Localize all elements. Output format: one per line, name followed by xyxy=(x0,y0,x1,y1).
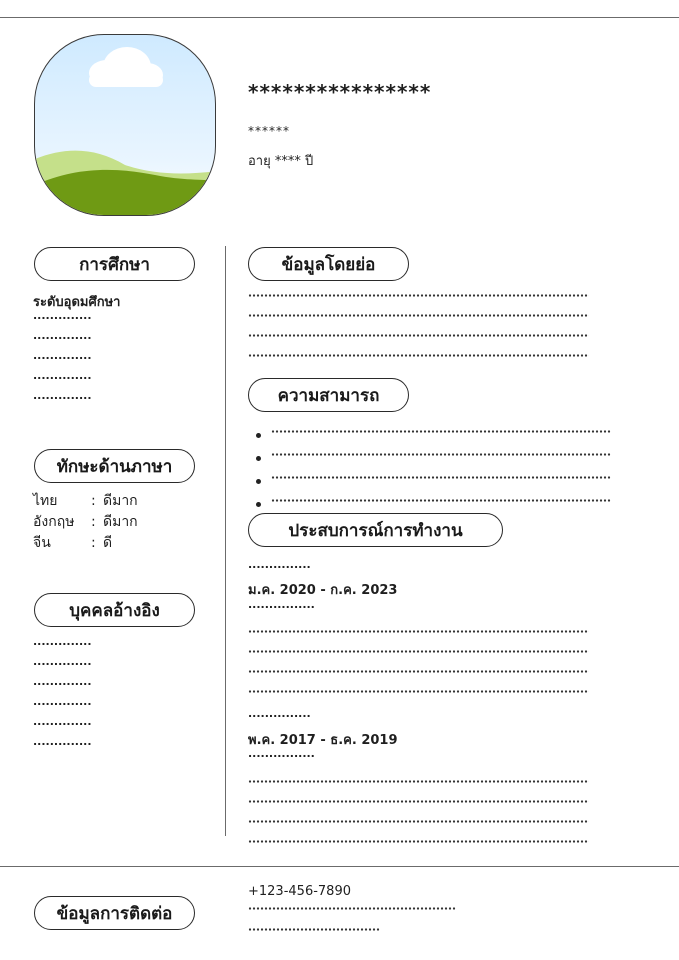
language-level: ดีมาก xyxy=(103,493,138,509)
education-lines xyxy=(33,306,92,406)
job-line xyxy=(248,820,589,823)
footer-divider xyxy=(0,866,679,867)
applicant-name: **************** xyxy=(248,80,432,104)
reference-line: .............. xyxy=(33,675,92,688)
summary-line xyxy=(248,294,589,297)
education-heading: การศึกษา xyxy=(34,247,195,281)
skill-line xyxy=(271,476,611,479)
summary-line xyxy=(248,334,589,337)
language-sep: : xyxy=(91,535,96,551)
education-level-label: ระดับอุดมศึกษา xyxy=(33,295,121,310)
applicant-position: ****** xyxy=(248,124,290,138)
job-company: ............... xyxy=(248,707,311,720)
skill-line xyxy=(271,499,611,502)
profile-photo xyxy=(34,34,216,216)
job-period: พ.ค. 2017 - ธ.ค. 2019 xyxy=(248,733,398,748)
skill-line xyxy=(271,430,611,433)
job-company: ............... xyxy=(248,558,311,571)
skill-item xyxy=(256,443,611,466)
applicant-age: อายุ **** ปี xyxy=(248,154,314,169)
experience-heading: ประสบการณ์การทำงาน xyxy=(248,513,503,547)
landscape-image xyxy=(35,35,216,216)
job-line xyxy=(248,650,589,653)
skill-item xyxy=(256,466,611,489)
skill-line xyxy=(271,453,611,456)
summary-line xyxy=(248,354,589,357)
bullet-icon xyxy=(256,433,261,438)
language-item xyxy=(33,491,138,512)
reference-line: .............. xyxy=(33,735,92,748)
language-level: ดี xyxy=(103,535,113,551)
skill-item xyxy=(256,489,611,512)
skills-list xyxy=(256,420,611,512)
reference-line: .............. xyxy=(33,715,92,728)
job-role: ................ xyxy=(248,598,315,611)
job-line xyxy=(248,670,589,673)
job-period: ม.ค. 2020 - ก.ค. 2023 xyxy=(248,583,398,598)
language-item xyxy=(33,533,138,554)
job-line xyxy=(248,800,589,803)
references-heading: บุคคลอ้างอิง xyxy=(34,593,195,627)
education-line: .............. xyxy=(33,369,92,382)
language-name: ไทย xyxy=(33,493,58,509)
summary-lines xyxy=(248,294,589,357)
language-sep: : xyxy=(91,493,96,509)
column-divider xyxy=(225,246,226,836)
language-list xyxy=(33,491,138,554)
job-description xyxy=(248,780,589,843)
language-name: อังกฤษ xyxy=(33,514,75,530)
education-line: .............. xyxy=(33,349,92,362)
skill-item xyxy=(256,420,611,443)
job-line xyxy=(248,630,589,633)
reference-line: .............. xyxy=(33,655,92,668)
language-sep: : xyxy=(91,514,96,530)
languages-heading: ทักษะด้านภาษา xyxy=(34,449,195,483)
bullet-icon xyxy=(256,479,261,484)
references-lines xyxy=(33,632,92,752)
education-line: .............. xyxy=(33,389,92,402)
job-line xyxy=(248,840,589,843)
language-name: จีน xyxy=(33,535,51,551)
education-line: .............. xyxy=(33,329,92,342)
summary-heading: ข้อมูลโดยย่อ xyxy=(248,247,409,281)
bullet-icon xyxy=(256,456,261,461)
job-line xyxy=(248,690,589,693)
job-line xyxy=(248,780,589,783)
contact-heading: ข้อมูลการติดต่อ xyxy=(34,896,195,930)
education-line: .............. xyxy=(33,309,92,322)
language-level: ดีมาก xyxy=(103,514,138,530)
language-item xyxy=(33,512,138,533)
contact-line xyxy=(248,928,380,931)
top-divider xyxy=(0,17,679,18)
skills-heading: ความสามารถ xyxy=(248,378,409,412)
job-role: ................ xyxy=(248,747,315,760)
reference-line: .............. xyxy=(33,695,92,708)
summary-line xyxy=(248,314,589,317)
job-description xyxy=(248,630,589,693)
reference-line: .............. xyxy=(33,635,92,648)
bullet-icon xyxy=(256,502,261,507)
contact-phone: +123-456-7890 xyxy=(248,884,351,899)
contact-line xyxy=(248,907,456,910)
